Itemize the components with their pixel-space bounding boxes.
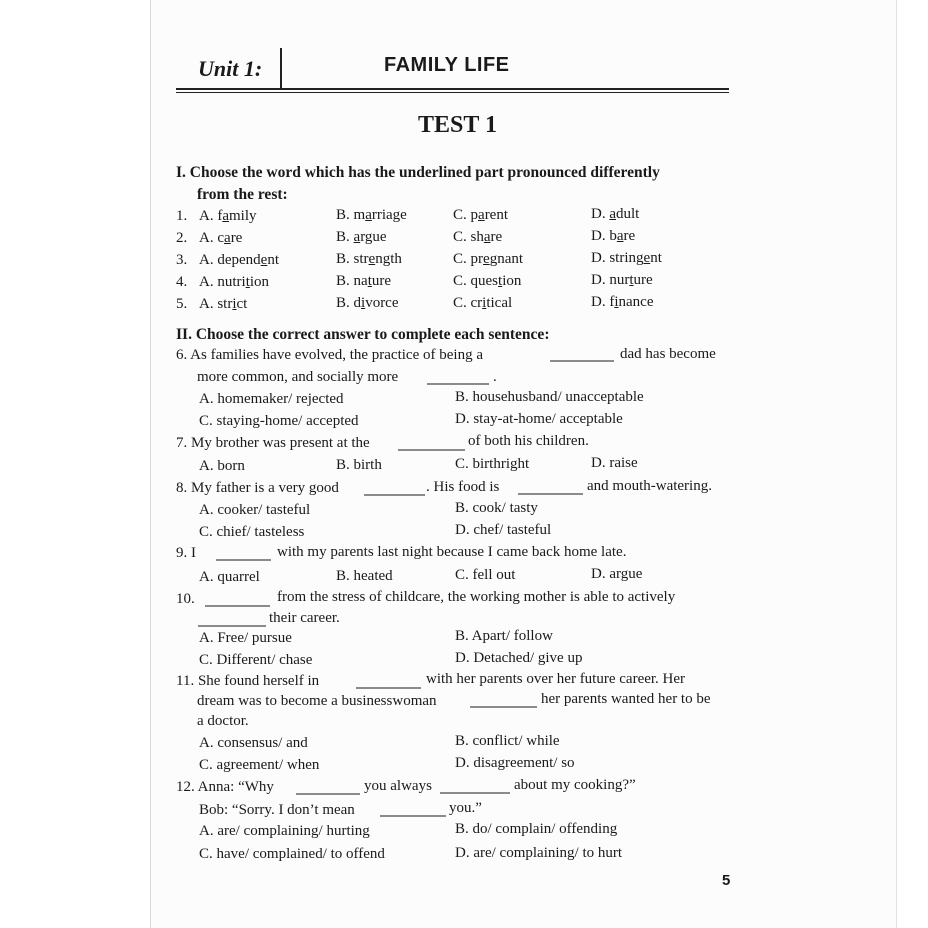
underlined-part: e xyxy=(260,252,268,268)
underlined-part: e xyxy=(368,251,376,268)
option-text: pr xyxy=(470,250,484,267)
q11-text-4: her parents wanted her to be xyxy=(541,691,711,707)
q10-text-3: their career. xyxy=(269,610,340,626)
option-letter: A. xyxy=(199,230,214,246)
option-text: dult xyxy=(616,206,640,223)
section2-heading: II. Choose the correct answer to complete each sentence: xyxy=(176,326,550,343)
q6-text-3: more common, and socially more xyxy=(197,369,399,385)
q12-option-c[interactable]: C. have/ complained/ to offend xyxy=(199,846,385,862)
q9-option-b[interactable]: B. heated xyxy=(336,568,393,584)
question-number: 3. xyxy=(176,252,188,268)
option-text: str xyxy=(217,296,233,312)
q11-option-a[interactable]: A. consensus/ and xyxy=(199,735,308,751)
q8-text-1: 8. My father is a very good xyxy=(176,480,339,496)
q7-option-a[interactable]: A. born xyxy=(199,458,245,474)
q12-text-2: you always xyxy=(364,778,432,794)
q12-option-d[interactable]: D. are/ complaining/ to hurt xyxy=(455,845,623,861)
underlined-part: i xyxy=(482,294,487,311)
q8-text-2: . His food is xyxy=(426,479,500,495)
option-letter: C. xyxy=(453,228,467,245)
underlined-part: t xyxy=(367,273,372,290)
q7-option-c[interactable]: C. birthright xyxy=(455,456,530,472)
unit-label: Unit 1: xyxy=(198,56,263,81)
option-letter: A. xyxy=(199,252,214,268)
option-text: re xyxy=(230,230,243,246)
option-letter: A. xyxy=(199,208,214,224)
q7-text-2: of both his children. xyxy=(468,433,589,449)
q12-text-3: about my cooking?” xyxy=(514,777,636,793)
option-letter: D. xyxy=(591,250,606,267)
section1-heading: I. Choose the word which has the underlined part pronounced differently xyxy=(176,164,660,181)
underlined-part: i xyxy=(614,294,619,311)
q6-option-c[interactable]: C. staying-home/ accepted xyxy=(199,413,359,429)
underlined-part: a xyxy=(478,206,485,223)
q10-text-1: 10. xyxy=(176,591,195,607)
option-letter: B. xyxy=(336,295,350,312)
option-text: nance xyxy=(618,294,654,311)
section1-heading-cont: from the rest: xyxy=(197,186,288,203)
option-text: f xyxy=(217,208,223,224)
q8-option-d[interactable]: D. chef/ tasteful xyxy=(455,522,552,538)
option-text: rriage xyxy=(371,207,407,224)
q6-option-a[interactable]: A. homemaker/ rejected xyxy=(199,391,344,407)
option-text: re xyxy=(490,228,503,245)
q11-option-b[interactable]: B. conflict/ while xyxy=(455,733,560,749)
option-text: ure xyxy=(371,273,392,290)
q11-text-1: 11. She found herself in xyxy=(176,673,320,689)
q11-text-5: a doctor. xyxy=(197,713,249,729)
q6-option-b[interactable]: B. househusband/ unacceptable xyxy=(455,389,644,405)
q6-text-4: . xyxy=(493,369,497,385)
option-text: vorce xyxy=(365,295,399,312)
option-text: rent xyxy=(484,206,509,223)
q11-option-d[interactable]: D. disagreement/ so xyxy=(455,755,575,771)
option-letter: B. xyxy=(336,207,350,224)
underlined-part: e xyxy=(643,250,651,267)
q10-option-b[interactable]: B. Apart/ follow xyxy=(455,628,553,644)
option-text: mily xyxy=(229,208,257,224)
q12-text-1: 12. Anna: “Why xyxy=(176,779,274,795)
q9-option-d[interactable]: D. argue xyxy=(591,566,643,582)
unit-title: FAMILY LIFE xyxy=(384,54,510,76)
underlined-part: a xyxy=(353,229,361,246)
option-letter: C. xyxy=(453,294,467,311)
question-number: 5. xyxy=(176,296,188,312)
q9-text-2: with my parents last night because I came back home late. xyxy=(277,544,627,560)
option-text: cr xyxy=(470,294,483,311)
q12-option-b[interactable]: B. do/ complain/ offending xyxy=(455,821,618,837)
underlined-part: t xyxy=(498,272,503,289)
underlined-part: t xyxy=(245,274,250,290)
underlined-part: a xyxy=(616,228,624,245)
q12-text-5: you.” xyxy=(449,800,482,816)
q11-text-3: dream was to become a businesswoman xyxy=(197,693,437,709)
q8-option-c[interactable]: C. chief/ tasteless xyxy=(199,524,305,540)
underlined-part: e xyxy=(483,250,490,267)
q10-option-c[interactable]: C. Different/ chase xyxy=(199,652,313,668)
q7-option-d[interactable]: D. raise xyxy=(591,455,638,471)
underlined-part: i xyxy=(232,296,237,312)
option-letter: C. xyxy=(453,250,467,267)
underlined-part: a xyxy=(483,228,491,245)
option-letter: D. xyxy=(591,294,606,311)
option-text: tical xyxy=(486,294,513,311)
q9-text-1: 9. I xyxy=(176,545,196,561)
option-text: p xyxy=(470,206,479,223)
option-letter: B. xyxy=(336,229,350,246)
q7-text-1: 7. My brother was present at the xyxy=(176,435,370,451)
q11-text-2: with her parents over her future career. Her xyxy=(426,671,686,687)
option-text: sh xyxy=(470,228,484,245)
q11-option-c[interactable]: C. agreement/ when xyxy=(199,757,320,773)
option-text: ion xyxy=(249,274,270,290)
option-text: string xyxy=(609,250,644,267)
option-text: f xyxy=(609,294,615,311)
option-text: re xyxy=(623,228,636,245)
q9-option-a[interactable]: A. quarrel xyxy=(199,569,260,585)
option-letter: B. xyxy=(336,273,350,290)
option-text: nt xyxy=(650,250,662,267)
q10-option-a[interactable]: A. Free/ pursue xyxy=(199,630,292,646)
q8-option-b[interactable]: B. cook/ tasty xyxy=(455,500,538,516)
option-letter: D. xyxy=(591,206,606,223)
option-letter: D. xyxy=(591,272,606,289)
question-number: 4. xyxy=(176,274,188,290)
option-text: nutri xyxy=(217,274,246,290)
option-text: c xyxy=(217,230,225,246)
question-number: 1. xyxy=(176,208,188,224)
option-text: d xyxy=(353,295,362,312)
option-text: str xyxy=(353,251,369,268)
q8-option-a[interactable]: A. cooker/ tasteful xyxy=(199,502,311,518)
option-text: m xyxy=(353,207,366,224)
option-text: ques xyxy=(470,272,499,289)
option-text: nt xyxy=(267,252,280,268)
question-number: 2. xyxy=(176,230,188,246)
underlined-part: a xyxy=(224,230,231,246)
option-text: ct xyxy=(236,296,248,312)
option-text: ion xyxy=(502,272,522,289)
q7-option-b[interactable]: B. birth xyxy=(336,457,382,473)
underlined-part: a xyxy=(609,206,617,223)
q8-text-3: and mouth-watering. xyxy=(587,478,712,494)
option-text: rgue xyxy=(360,229,387,246)
option-letter: D. xyxy=(591,228,606,245)
q12-text-4: Bob: “Sorry. I don’t mean xyxy=(199,802,355,818)
underlined-part: a xyxy=(222,208,230,224)
option-text: nur xyxy=(609,272,630,289)
option-letter: C. xyxy=(453,206,467,223)
option-text: gnant xyxy=(489,250,524,267)
underlined-part: i xyxy=(361,295,366,312)
option-letter: A. xyxy=(199,274,214,290)
q6-text-2: dad has become xyxy=(620,346,716,362)
option-text: b xyxy=(609,228,617,245)
option-text: ure xyxy=(633,272,653,289)
q10-text-2: from the stress of childcare, the working mother is able to actively xyxy=(277,589,676,605)
q9-option-c[interactable]: C. fell out xyxy=(455,567,516,583)
test-title: TEST 1 xyxy=(418,112,497,138)
option-letter: C. xyxy=(453,272,467,289)
option-text: depend xyxy=(217,252,261,268)
option-letter: A. xyxy=(199,296,214,312)
option-letter: B. xyxy=(336,251,350,268)
q6-option-d[interactable]: D. stay-at-home/ acceptable xyxy=(455,411,623,427)
underlined-part: a xyxy=(365,207,372,224)
option-text: ngth xyxy=(375,251,402,268)
q10-option-d[interactable]: D. Detached/ give up xyxy=(455,650,583,666)
q12-option-a[interactable]: A. are/ complaining/ hurting xyxy=(199,823,370,839)
option-text: na xyxy=(353,273,368,290)
page-number: 5 xyxy=(722,872,731,889)
underlined-part: t xyxy=(629,272,634,289)
q6-text-1: 6. As families have evolved, the practice of being a xyxy=(176,347,483,363)
